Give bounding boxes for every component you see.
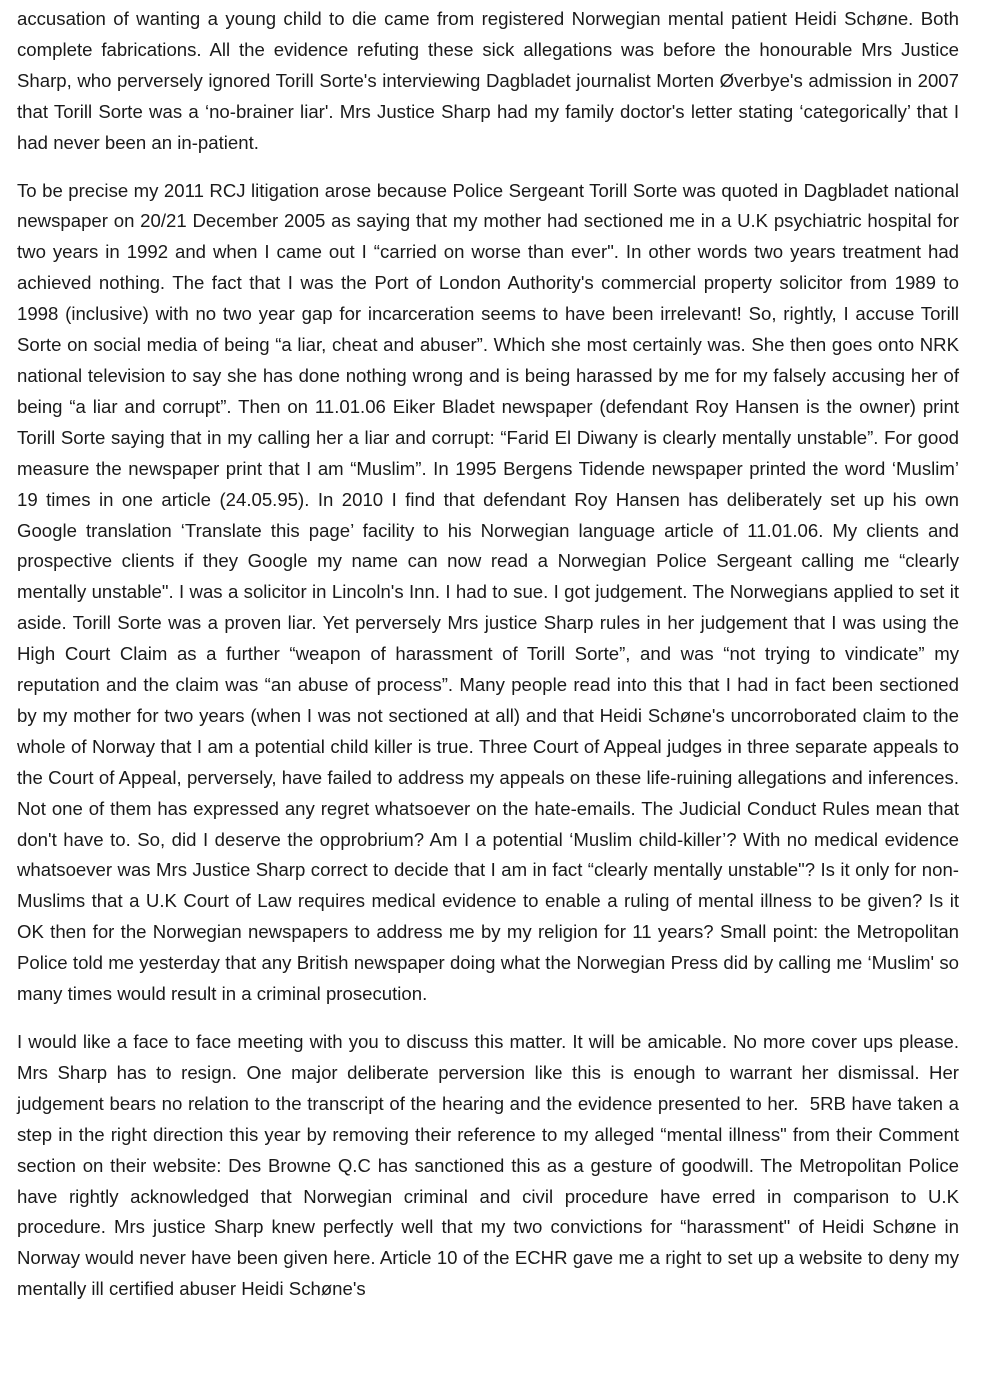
paragraph-2: To be precise my 2011 RCJ litigation arose because Police Sergeant Torill Sorte was quoted in Dagbladet national newspaper on 20/21 December 2005 as saying that my mother had sectioned me in a U.K psychiatric hospital for two years in 1992 and when I came out I “carried on worse than ever". In other words two years treatment had achieved nothing. The fact that I was the Port of London Authority's commercial property solicitor from 1989 to 1998 (inclusive) with no two year gap for incarceration seems to have been irrelevant! So, rightly, I accuse Torill Sorte on social media of being “a liar, cheat and abuser”. Which she most certainly was. She then goes onto NRK national television to say she has done nothing wrong and is being harassed by me for my falsely accusing her of being “a liar and corrupt”. Then on 11.01.06 Eiker Bladet newspaper (defendant Roy Hansen is the owner) print Torill Sorte saying that in my calling her a liar and corrupt: “Farid El Diwany is clearly mentally unstable”. For good measure the newspaper print that I am “Muslim”. In 1995 Bergens Tidende newspaper printed the word ‘Muslim’ 19 times in one article (24.05.95). In 2010 I find that defendant Roy Hansen has deliberately set up his own Google translation ‘Translate this page’ facility to his Norwegian language article of 11.01.06. My clients and prospective clients if they Google my name can now read a Norwegian Police Sergeant calling me “clearly mentally unstable". I was a solicitor in Lincoln's Inn. I had to sue. I got judgement. The Norwegians applied to set it aside. Torill Sorte was a proven liar. Yet perversely Mrs justice Sharp rules in her judgement that I was using the High Court Claim as a further “weapon of harassment of Torill Sorte”, and was “not trying to vindicate” my reputation and the claim was “an abuse of process”. Many people read into this that I had in fact been sectioned by my mother for two years (when I was not sectioned at all) and that Heidi Schøne's uncorroborated claim to the whole of Norway that I am a potential child killer is true. Three Court of Appeal judges in three separate appeals to the Court of Appeal, perversely, have failed to address my appeals on these life-ruining allegations and inferences. Not one of them has expressed any regret whatsoever on the hate-emails. The Judicial Conduct Rules mean that don't have to. So, did I deserve the opprobrium? Am I a potential ‘Muslim child-killer’? With no medical evidence whatsoever was Mrs Justice Sharp correct to decide that I am in fact “clearly mentally unstable"? Is it only for non-Muslims that a U.K Court of Law requires medical evidence to enable a ruling of mental illness to be given? Is it OK then for the Norwegian newspapers to address me by my religion for 11 years? Small point: the Metropolitan Police told me yesterday that any British newspaper doing what the Norwegian Press did by calling me ‘Muslim' so many times would result in a criminal prosecution.: [17, 179, 965, 1005]
paragraph-1: accusation of wanting a young child to die came from registered Norwegian mental patient Heidi Schøne. Both complete fabrications. All the evidence refuting these sick allegations was before the honourable Mrs Justice Sharp, who perversely ignored Torill Sorte's interviewing Dagbladet journalist Morten Øverbye's admission in 2007 that Torill Sorte was a ‘no-brainer liar'. Mrs Justice Sharp had my family doctor's letter stating ‘categorically’ that I had never been an in-patient.: [17, 8, 965, 153]
paragraph-3: I would like a face to face meeting with you to discuss this matter. It will be amicable. No more cover ups please. Mrs Sharp has to resign. One major deliberate perversion like this is enough to warrant her dismissal. Her judgement bears no relation to the transcript of the hearing and the evidence presented to her. 5RB have taken a step in the right direction this year by removing their reference to my alleged “mental illness" from their Comment section on their website: Des Browne Q.C has sanctioned this as a gesture of goodwill. The Metropolitan Police have rightly acknowledged that Norwegian criminal and civil procedure have erred in comparison to U.K procedure. Mrs justice Sharp knew perfectly well that my two convictions for “harassment" of Heidi Schøne in Norway would never have been given here. Article 10 of the ECHR gave me a right to set up a website to deny my mentally ill certified abuser Heidi Schøne's: [17, 1031, 965, 1300]
